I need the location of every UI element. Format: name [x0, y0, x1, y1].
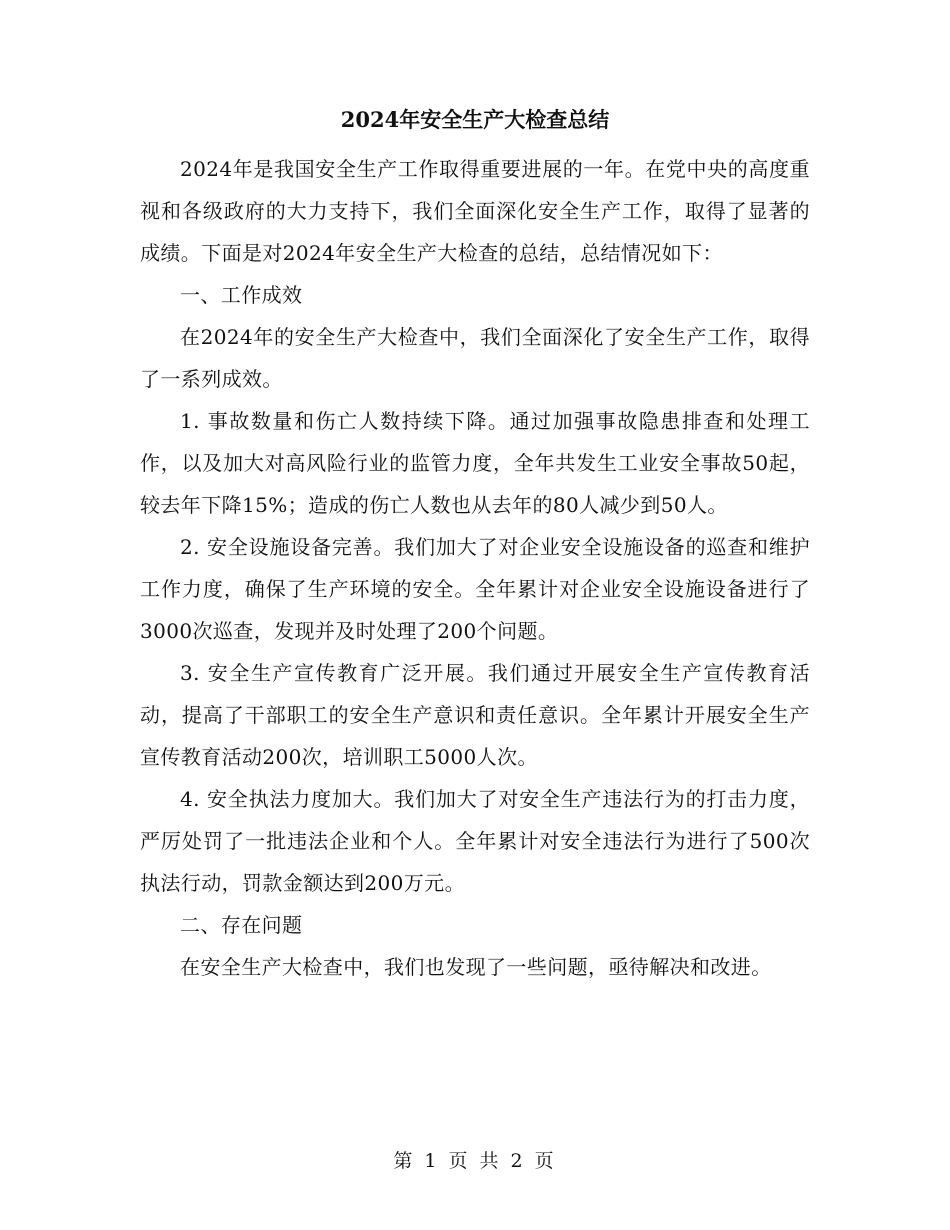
- document-title: 2024年安全生产大检查总结: [340, 107, 610, 132]
- page-number-footer: 第 1 页 共 2 页: [393, 1150, 557, 1172]
- problems-intro-paragraph: 在安全生产大检查中，我们也发现了一些问题，亟待解决和改进。: [180, 955, 772, 979]
- section-heading-achievements: 一、工作成效: [180, 283, 303, 307]
- achievement-item-1: 1. 事故数量和伤亡人数持续下降。通过加强事故隐患排查和处理工作，以及加大对高风险行业的监管力度，全年共发生工业安全事故50起，较去年下降15%；造成的伤亡人数也从去年的80人减少到50人。: [140, 409, 810, 517]
- section-heading-problems: 二、存在问题: [180, 913, 303, 937]
- achievements-intro-paragraph: 在2024年的安全生产大检查中，我们全面深化了安全生产工作，取得了一系列成效。: [140, 325, 810, 391]
- intro-paragraph: 2024年是我国安全生产工作取得重要进展的一年。在党中央的高度重视和各级政府的大力支持下，我们全面深化安全生产工作，取得了显著的成绩。下面是对2024年安全生产大检查的总结，总结情况如下：: [140, 157, 810, 265]
- document-page: [140, 100, 810, 988]
- achievement-item-2: 2. 安全设施设备完善。我们加大了对企业安全设施设备的巡查和维护工作力度，确保了生产环境的安全。全年累计对企业安全设施设备进行了3000次巡查，发现并及时处理了200个问题。: [140, 535, 810, 643]
- achievement-item-4: 4. 安全执法力度加大。我们加大了对安全生产违法行为的打击力度，严厉处罚了一批违法企业和个人。全年累计对安全违法行为进行了500次执法行动，罚款金额达到200万元。: [140, 787, 810, 895]
- achievement-item-3: 3. 安全生产宣传教育广泛开展。我们通过开展安全生产宣传教育活动，提高了干部职工的安全生产意识和责任意识。全年累计开展安全生产宣传教育活动200次，培训职工5000人次。: [140, 661, 810, 769]
